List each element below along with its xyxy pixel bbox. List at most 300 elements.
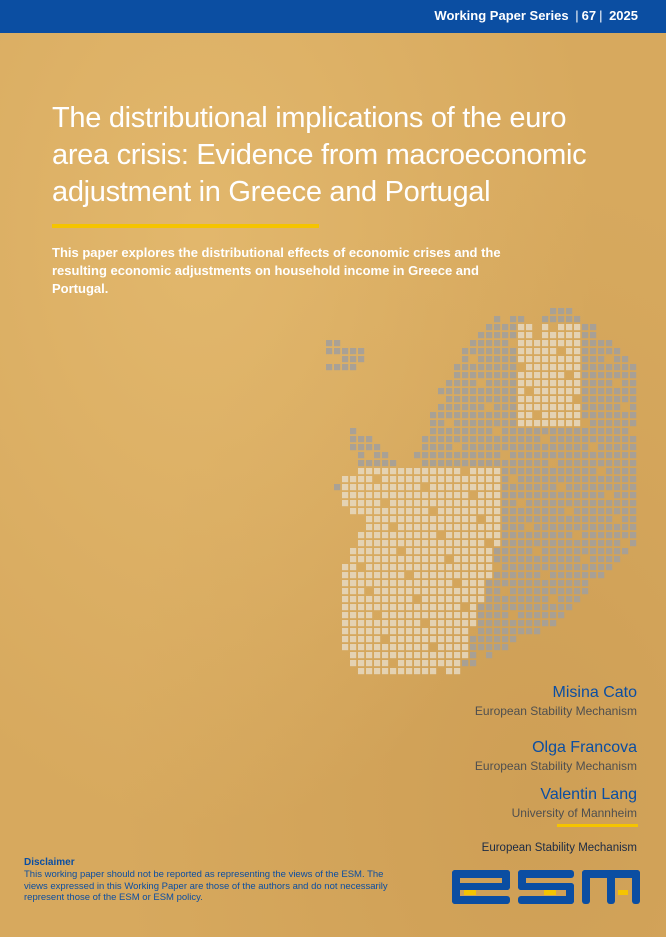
map-cell [454, 668, 460, 674]
map-cell [518, 372, 524, 378]
map-cell [374, 652, 380, 658]
map-cell [582, 388, 588, 394]
map-cell [494, 396, 500, 402]
map-cell [558, 420, 564, 426]
map-cell [502, 324, 508, 330]
map-cell [478, 364, 484, 370]
map-cell [414, 540, 420, 546]
map-cell [502, 644, 508, 650]
map-cell [446, 508, 452, 514]
map-cell [574, 340, 580, 346]
map-cell [598, 524, 604, 530]
map-cell [542, 316, 548, 322]
map-cell [342, 484, 348, 490]
map-cell [494, 636, 500, 642]
map-cell [486, 572, 492, 578]
map-cell [438, 492, 444, 498]
map-cell [518, 572, 524, 578]
map-cell [358, 572, 364, 578]
map-cell [414, 532, 420, 538]
map-cell [398, 532, 404, 538]
map-cell [582, 332, 588, 338]
map-cell [550, 380, 556, 386]
map-cell [414, 668, 420, 674]
map-cell [510, 348, 516, 354]
map-cell [486, 564, 492, 570]
map-cell [462, 628, 468, 634]
map-cell [534, 572, 540, 578]
map-cell [374, 604, 380, 610]
map-cell [462, 516, 468, 522]
map-cell [566, 524, 572, 530]
map-cell [614, 388, 620, 394]
map-cell [470, 644, 476, 650]
map-cell [390, 548, 396, 554]
map-cell [350, 476, 356, 482]
map-cell [350, 660, 356, 666]
map-cell [590, 556, 596, 562]
map-cell [614, 548, 620, 554]
map-cell [430, 532, 436, 538]
map-cell [438, 580, 444, 586]
map-cell [430, 476, 436, 482]
map-cell [462, 388, 468, 394]
map-cell [582, 468, 588, 474]
map-cell [502, 492, 508, 498]
map-cell [438, 620, 444, 626]
map-cell [502, 380, 508, 386]
map-cell [454, 628, 460, 634]
map-cell [622, 500, 628, 506]
map-cell [606, 372, 612, 378]
map-cell [398, 612, 404, 618]
map-cell [566, 556, 572, 562]
map-cell [502, 572, 508, 578]
map-cell [502, 348, 508, 354]
map-cell [422, 492, 428, 498]
map-cell [534, 540, 540, 546]
map-cell [478, 524, 484, 530]
map-cell [622, 468, 628, 474]
map-cell [494, 484, 500, 490]
map-cell [550, 364, 556, 370]
map-cell [494, 364, 500, 370]
map-cell [366, 572, 372, 578]
map-cell [550, 436, 556, 442]
map-cell [494, 572, 500, 578]
map-cell [606, 500, 612, 506]
map-cell [494, 316, 500, 322]
map-cell [606, 460, 612, 466]
map-cell [590, 500, 596, 506]
map-cell [486, 452, 492, 458]
map-cell [590, 428, 596, 434]
map-cell [374, 540, 380, 546]
map-cell [534, 340, 540, 346]
disclaimer [24, 857, 404, 904]
map-cell [470, 652, 476, 658]
map-cell [486, 364, 492, 370]
map-cell [430, 620, 436, 626]
map-cell [366, 612, 372, 618]
map-cell [430, 604, 436, 610]
map-cell [510, 396, 516, 402]
map-cell [414, 652, 420, 658]
map-cell [606, 524, 612, 530]
map-cell [494, 444, 500, 450]
map-cell [510, 332, 516, 338]
map-cell [558, 460, 564, 466]
map-cell [502, 340, 508, 346]
map-cell [406, 588, 412, 594]
map-cell [342, 348, 348, 354]
map-cell [374, 484, 380, 490]
map-cell [470, 516, 476, 522]
map-cell [614, 492, 620, 498]
map-cell [574, 524, 580, 530]
map-cell [550, 340, 556, 346]
map-cell [438, 444, 444, 450]
map-cell [534, 452, 540, 458]
map-cell [446, 604, 452, 610]
map-cell [326, 364, 332, 370]
map-cell [558, 516, 564, 522]
map-cell [398, 564, 404, 570]
map-cell [614, 444, 620, 450]
map-cell [486, 332, 492, 338]
map-cell [406, 484, 412, 490]
map-cell [494, 324, 500, 330]
map-cell [478, 596, 484, 602]
map-cell [582, 532, 588, 538]
map-cell [574, 564, 580, 570]
map-cell [438, 596, 444, 602]
title-underline [52, 224, 319, 228]
map-cell [574, 556, 580, 562]
map-cell [582, 540, 588, 546]
map-cell [414, 612, 420, 618]
map-cell [446, 644, 452, 650]
map-cell [590, 380, 596, 386]
map-cell [462, 588, 468, 594]
map-cell [590, 476, 596, 482]
map-cell [582, 372, 588, 378]
map-cell [374, 468, 380, 474]
map-cell [606, 396, 612, 402]
map-cell [350, 636, 356, 642]
map-cell [454, 596, 460, 602]
map-cell [502, 628, 508, 634]
map-cell [614, 476, 620, 482]
map-cell [462, 356, 468, 362]
map-cell [438, 500, 444, 506]
map-cell [622, 508, 628, 514]
map-cell [358, 492, 364, 498]
map-cell [422, 644, 428, 650]
map-cell [486, 428, 492, 434]
map-cell [494, 604, 500, 610]
map-cell [422, 460, 428, 466]
map-cell [350, 428, 356, 434]
map-cell [390, 468, 396, 474]
map-cell [566, 420, 572, 426]
map-cell [430, 612, 436, 618]
map-cell [510, 564, 516, 570]
map-cell [582, 572, 588, 578]
map-cell [518, 564, 524, 570]
map-cell [582, 444, 588, 450]
map-cell [606, 484, 612, 490]
map-cell [478, 396, 484, 402]
map-cell [438, 476, 444, 482]
map-cell [574, 596, 580, 602]
map-cell [558, 532, 564, 538]
map-cell [566, 580, 572, 586]
map-cell [502, 508, 508, 514]
map-cell [590, 412, 596, 418]
map-cell [550, 348, 556, 354]
map-cell [438, 548, 444, 554]
map-cell [550, 476, 556, 482]
map-cell [534, 396, 540, 402]
map-cell [534, 524, 540, 530]
map-cell [502, 500, 508, 506]
map-cell [446, 564, 452, 570]
map-cell [462, 396, 468, 402]
map-cell [342, 580, 348, 586]
map-cell [622, 428, 628, 434]
map-cell [350, 356, 356, 362]
author-affiliation: European Stability Mechanism [474, 704, 637, 718]
map-cell [446, 548, 452, 554]
map-cell [454, 652, 460, 658]
map-cell [446, 612, 452, 618]
map-cell [470, 564, 476, 570]
map-cell [606, 420, 612, 426]
map-cell [398, 660, 404, 666]
map-cell [486, 548, 492, 554]
map-cell [446, 396, 452, 402]
map-cell [494, 388, 500, 394]
map-cell [422, 604, 428, 610]
map-cell [606, 388, 612, 394]
map-cell [614, 396, 620, 402]
map-cell [542, 516, 548, 522]
map-cell [438, 660, 444, 666]
map-cell [494, 628, 500, 634]
map-cell [470, 412, 476, 418]
map-cell [630, 524, 636, 530]
map-cell [382, 484, 388, 490]
map-cell [598, 356, 604, 362]
map-cell [478, 492, 484, 498]
map-cell [422, 652, 428, 658]
map-cell [526, 492, 532, 498]
map-cell [414, 468, 420, 474]
map-cell [446, 660, 452, 666]
map-cell [478, 476, 484, 482]
map-cell [606, 348, 612, 354]
map-cell [606, 548, 612, 554]
map-cell [526, 444, 532, 450]
map-cell [542, 620, 548, 626]
author-name: Valentin Lang [540, 786, 637, 803]
map-cell [558, 412, 564, 418]
map-cell [462, 412, 468, 418]
map-cell [502, 420, 508, 426]
map-cell [606, 436, 612, 442]
map-cell [390, 628, 396, 634]
map-cell [486, 612, 492, 618]
map-cell [542, 604, 548, 610]
map-cell [430, 436, 436, 442]
map-cell [550, 524, 556, 530]
map-cell [630, 372, 636, 378]
map-cell [470, 532, 476, 538]
map-cell [518, 412, 524, 418]
map-cell [526, 500, 532, 506]
map-cell [438, 540, 444, 546]
map-cell [422, 476, 428, 482]
map-cell [398, 628, 404, 634]
map-cell [470, 612, 476, 618]
map-cell [422, 500, 428, 506]
map-cell [558, 324, 564, 330]
map-cell [590, 460, 596, 466]
map-cell [398, 492, 404, 498]
map-cell [406, 492, 412, 498]
map-cell [486, 556, 492, 562]
map-cell [542, 324, 548, 330]
map-cell [510, 372, 516, 378]
map-cell [630, 404, 636, 410]
map-cell [358, 668, 364, 674]
map-cell [486, 348, 492, 354]
map-cell [582, 452, 588, 458]
map-cell [534, 404, 540, 410]
map-cell [630, 364, 636, 370]
map-cell [398, 580, 404, 586]
map-cell [454, 508, 460, 514]
map-cell [534, 484, 540, 490]
map-cell [406, 476, 412, 482]
map-cell [422, 444, 428, 450]
map-cell [598, 572, 604, 578]
map-cell [350, 628, 356, 634]
map-cell [486, 652, 492, 658]
map-cell [374, 564, 380, 570]
map-cell [630, 380, 636, 386]
map-cell [550, 356, 556, 362]
map-cell [406, 604, 412, 610]
map-cell [454, 396, 460, 402]
map-cell [542, 404, 548, 410]
map-cell [478, 412, 484, 418]
map-cell [622, 516, 628, 522]
map-cell [622, 532, 628, 538]
map-cell [374, 548, 380, 554]
map-cell [518, 460, 524, 466]
map-cell [382, 628, 388, 634]
map-cell [462, 404, 468, 410]
map-cell [350, 564, 356, 570]
map-cell [614, 468, 620, 474]
map-cell [454, 380, 460, 386]
map-cell [470, 372, 476, 378]
map-cell [542, 500, 548, 506]
map-cell [366, 460, 372, 466]
map-cell [606, 532, 612, 538]
map-cell [390, 620, 396, 626]
map-cell [462, 364, 468, 370]
map-cell [502, 404, 508, 410]
map-cell [390, 516, 396, 522]
map-cell [574, 348, 580, 354]
map-cell [414, 492, 420, 498]
map-cell [462, 620, 468, 626]
map-cell [566, 436, 572, 442]
map-cell [526, 516, 532, 522]
map-cell [398, 468, 404, 474]
map-cell [614, 524, 620, 530]
map-cell [438, 604, 444, 610]
map-cell [574, 460, 580, 466]
map-cell [390, 476, 396, 482]
map-cell [414, 636, 420, 642]
map-cell [550, 580, 556, 586]
map-cell [550, 316, 556, 322]
map-cell [606, 428, 612, 434]
map-cell [462, 660, 468, 666]
map-cell [534, 500, 540, 506]
map-cell [518, 404, 524, 410]
disclaimer-text: This working paper should not be reported as representing the views of the ESM. The views expressed in this Working Paper are those of the authors and do not necessarily represent those of the ESM or ESM policy. [24, 869, 388, 903]
map-cell [390, 636, 396, 642]
map-cell [502, 332, 508, 338]
map-cell [494, 380, 500, 386]
map-cell [430, 548, 436, 554]
map-cell [414, 500, 420, 506]
map-cell [542, 340, 548, 346]
map-cell [590, 484, 596, 490]
map-cell [526, 332, 532, 338]
map-cell [526, 564, 532, 570]
map-cell [382, 492, 388, 498]
map-cell [438, 564, 444, 570]
map-cell [358, 556, 364, 562]
map-cell [510, 460, 516, 466]
map-cell [414, 628, 420, 634]
map-cell [326, 348, 332, 354]
map-cell [382, 476, 388, 482]
map-cell [486, 468, 492, 474]
map-cell [462, 372, 468, 378]
map-cell [614, 556, 620, 562]
map-cell [590, 492, 596, 498]
map-cell [454, 604, 460, 610]
map-cell [566, 340, 572, 346]
map-cell [582, 364, 588, 370]
map-cell [342, 612, 348, 618]
map-cell [430, 596, 436, 602]
map-cell [518, 516, 524, 522]
map-cell [470, 444, 476, 450]
map-cell [494, 612, 500, 618]
map-cell [358, 580, 364, 586]
map-cell [478, 484, 484, 490]
map-cell [550, 428, 556, 434]
map-cell [622, 388, 628, 394]
